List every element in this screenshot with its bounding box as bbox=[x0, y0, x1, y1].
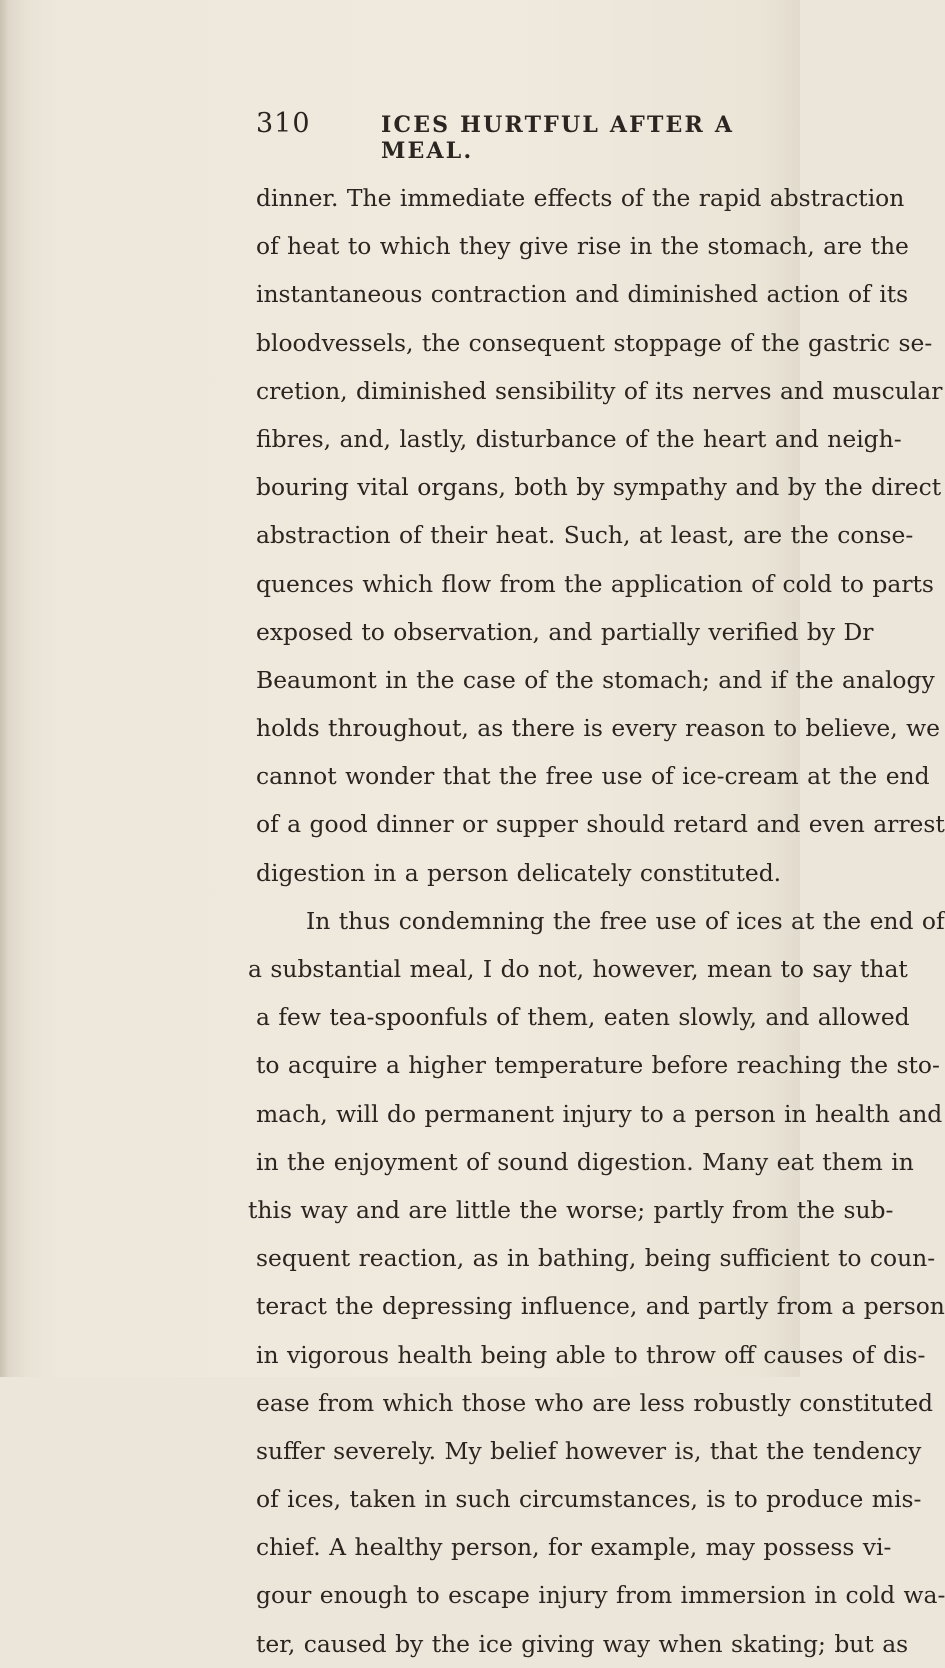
text-line: quences which flow from the application of cold to parts bbox=[256, 569, 934, 598]
text-line: suffer severely. My belief however is, that the tendency bbox=[256, 1436, 922, 1465]
text-line: exposed to observation, and partially verified by Dr bbox=[256, 617, 874, 646]
text-line: Beaumont in the case of the stomach; and if the analogy bbox=[256, 665, 935, 694]
page-header bbox=[256, 108, 776, 164]
body-text bbox=[248, 174, 945, 1668]
text-line: gour enough to escape injury from immersion in cold wa- bbox=[256, 1581, 945, 1610]
text-line: cretion, diminished sensibility of its nerves and muscular bbox=[256, 376, 943, 405]
text-line: abstraction of their heat. Such, at least, are the conse- bbox=[256, 521, 914, 550]
running-title: ICES HURTFUL AFTER A MEAL. bbox=[381, 112, 735, 164]
text-line: ter, caused by the ice giving way when skating; but as bbox=[256, 1629, 909, 1658]
page-number: 310 bbox=[256, 108, 311, 139]
text-line: holds throughout, as there is every reason to believe, we bbox=[256, 714, 940, 743]
text-line: of heat to which they give rise in the stomach, are the bbox=[256, 232, 909, 261]
text-line: instantaneous contraction and diminished action of its bbox=[256, 280, 909, 309]
text-line: bouring vital organs, both by sympathy and by the direct bbox=[256, 473, 942, 502]
text-line: bloodvessels, the consequent stoppage of the gastric se- bbox=[256, 328, 933, 357]
text-line: of ices, taken in such circumstances, is to produce mis- bbox=[256, 1485, 922, 1514]
text-line: this way and are little the worse; partly from the sub- bbox=[248, 1195, 894, 1224]
text-line: mach, will do permanent injury to a person in health and bbox=[256, 1099, 943, 1128]
text-line: teract the depressing influence, and partly from a person bbox=[256, 1292, 945, 1321]
text-line: in the enjoyment of sound digestion. Many eat them in bbox=[256, 1147, 914, 1176]
paragraph-end-line: digestion in a person delicately constituted. bbox=[256, 858, 782, 887]
text-line: in vigorous health being able to throw off causes of dis- bbox=[256, 1340, 926, 1369]
text-line: ease from which those who are less robustly constituted bbox=[256, 1388, 934, 1417]
paragraph-start-line: In thus condemning the free use of ices at the end of bbox=[306, 906, 945, 935]
text-line: a few tea-spoonfuls of them, eaten slowly, and allowed bbox=[256, 1003, 910, 1032]
text-line: a substantial meal, I do not, however, mean to say that bbox=[248, 955, 908, 983]
text-line: dinner. The immediate effects of the rapid abstraction bbox=[256, 184, 905, 212]
text-line: cannot wonder that the free use of ice-cream at the end bbox=[256, 762, 930, 791]
text-line: fibres, and, lastly, disturbance of the heart and neigh- bbox=[256, 424, 902, 453]
text-line: sequent reaction, as in bathing, being sufficient to coun- bbox=[256, 1244, 936, 1273]
text-line: chief. A healthy person, for example, may possess vi- bbox=[256, 1533, 892, 1562]
text-line: of a good dinner or supper should retard and even arrest bbox=[256, 810, 945, 839]
text-line: to acquire a higher temperature before reaching the sto- bbox=[256, 1051, 940, 1080]
page-gutter-shadow bbox=[0, 0, 8, 1377]
